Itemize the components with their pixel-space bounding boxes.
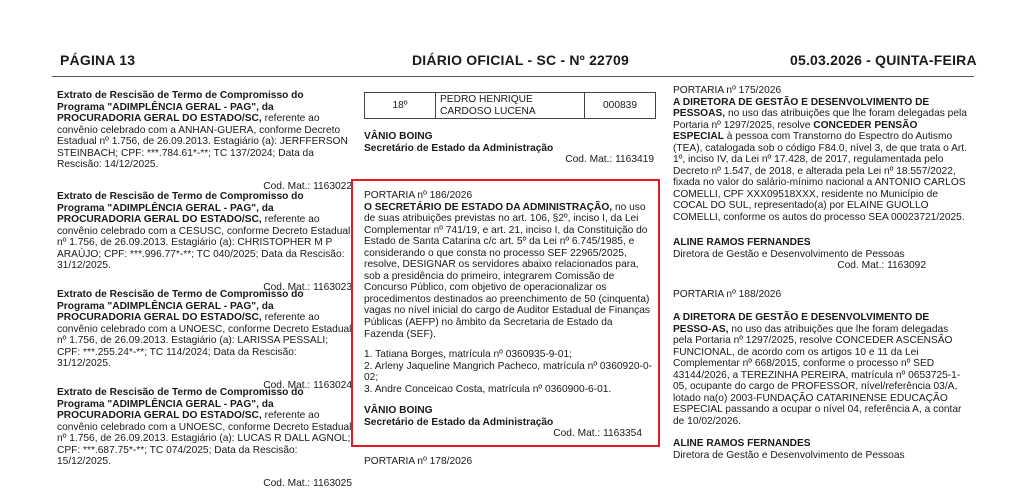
cod-mat: Cod. Mat.: 1163354 [364, 428, 654, 440]
journal-title: DIÁRIO OFICIAL - SC - Nº 22709 [412, 52, 629, 68]
extract-4 [57, 387, 352, 489]
extract-title: Extrato de Rescisão de Termo de Compromisso do Programa "ADIMPLÊNCIA GERAL - PAG", da PROCURADORIA GERAL DO ESTADO/SC, [57, 191, 304, 225]
signatory-name: ALINE RAMOS FERNANDES [673, 438, 811, 449]
portaria-186 [364, 190, 654, 440]
cod-mat: Cod. Mat.: 1163419 [364, 154, 660, 166]
table-cell-name: PEDRO HENRIQUE CARDOSO LUCENA [436, 93, 585, 119]
extract-title: Extrato de Rescisão de Termo de Compromisso do Programa "ADIMPLÊNCIA GERAL - PAG", da PROCURADORIA GERAL DO ESTADO/SC, [57, 289, 304, 323]
signatory-name: VÂNIO BOING [364, 405, 433, 416]
portaria-body: no uso das atribuições que lhe foram delegadas pela Portaria nº 1297/2025, resolve [673, 108, 967, 131]
portaria-title: PORTARIA nº 186/2026 [364, 190, 654, 202]
list-item: 1. Tatiana Borges, matrícula nº 0360935-9-01; [364, 349, 654, 361]
portaria-authority: A DIRETORA DE GESTÃO E DESENVOLVIMENTO DE PESSO-AS, [673, 312, 929, 335]
page-number: PÁGINA 13 [60, 52, 135, 68]
signatory-role: Secretário de Estado da Administração [364, 143, 553, 154]
cod-mat: Cod. Mat.: 1163024 [57, 380, 352, 392]
column-middle [364, 92, 660, 166]
signatory-name: VÂNIO BOING [364, 131, 433, 142]
portaria-title: PORTARIA nº 175/2026 [673, 85, 968, 97]
signatory-role: Diretora de Gestão e Desenvolvimento de Pessoas [673, 450, 968, 462]
portaria-body: no uso de suas atribuições previstas no art. 106, §2º, inciso I, da Lei Complementar nº 741/19, e art. 21, inciso I, da Constituição do Estado de Santa Catarina c/c art. 5º da Lei nº 6.745/1985, e considerando o que consta no processo SEF 22965/2025, resolve, DESIGNAR os servidores abaixo relacionados para, sob a presidência do primeiro, integrarem Comissão de Concurso Público, com objetivo de operacionalizar os procedimentos destinados ao preenchimento de 50 (cinquenta) vagas no nível inicial do cargo de Auditor Estadual de Finanças Públicas (AEFP) no âmbito da Secretaria de Estado da Fazenda (SEF). [364, 202, 650, 340]
page-header [0, 0, 1024, 78]
signatory-role: Secretário de Estado da Administração [364, 417, 553, 428]
signatory-name: ALINE RAMOS FERNANDES [673, 237, 811, 248]
results-table [364, 92, 656, 119]
extract-body: referente ao convênio celebrado com a UNOESC, conforme Decreto Estadual nº 1.756, de 26.09.2013. Estagiário (a): LUCAS R DALL AGNOL; CPF: ***.687.75*-**; TC 074/2025; Data da Rescisão: 15/12/2025. [57, 410, 351, 467]
portaria-title: PORTARIA nº 188/2026 [673, 289, 968, 301]
extract-body: referente ao convênio celebrado com a UNOESC, conforme Decreto Estadual nº 1.756, de 26.09.2013. Estagiário (a): LARISSA PESSALI; CPF: ***.255.24*-**; TC 114/2024; Data da Rescisão: 31/12/2025. [57, 312, 351, 369]
extract-body: referente ao convênio celebrado com a ANHAN-GUERA, conforme Decreto Estadual nº 1.756, de 26.09.2013. Estagiário (a): JERFFERSON STEINBACH; CPF: ***.784.61*-**; TC 137/2024; Data da Rescisão: 14/12/2025. [57, 113, 348, 170]
signatory-role: Diretora de Gestão e Desenvolvimento de Pessoas [673, 249, 968, 261]
cod-mat: Cod. Mat.: 1163092 [673, 260, 968, 272]
extract-title: Extrato de Rescisão de Termo de Compromisso do Programa "ADIMPLÊNCIA GERAL - PAG", da PROCURADORIA GERAL DO ESTADO/SC, [57, 90, 304, 124]
portaria-body: à pessoa com Transtorno do Espectro do Autismo (TEA), catalogada sob o código F84.0, nível 3, de que trata o Art. 1º, inciso IV, da Lei nº 17.428, de 2017, regulamentada pelo Decreto nº 1.547, de 2018, e alterada pela Lei nº 18.557/2022, fixada no valor do salário-mínimo nacional a ANTONIO CARLOS COMELLI, CPF XXX09518XXX, residente no Município de COCAL DO SUL, representado(a) por ELAINE GUOLLO COMELLI, conforme os autos do processo SEA 00023721/2025. [673, 131, 967, 223]
cod-mat: Cod. Mat.: 1163023 [57, 282, 352, 294]
cod-mat: Cod. Mat.: 1163022 [57, 181, 352, 193]
table-cell-position: 18º [365, 93, 436, 119]
portaria-178 [364, 456, 654, 468]
table-cell-code: 000839 [585, 93, 656, 119]
portaria-action: CONCEDER PENSÃO ESPECIAL [673, 120, 917, 143]
extract-1 [57, 90, 352, 192]
header-divider [52, 76, 974, 77]
list-item: 3. Andre Conceicao Costa, matrícula nº 0360900-6-01. [364, 384, 654, 396]
portaria-body: no uso das atribuições que lhe foram delegadas pela Portaria nº 1297/2025, resolve CONCEDER ASCENSÃO FUNCIONAL, de acordo com os artigos 10 e 11 da Lei Complementar nº 668/2015, conforme o processo nº SED 43144/2026, a TEREZINHA PEREIRA, matrícula nº 0653725-1-05, ocupante do cargo de PROFESSOR, nível/referência 03/A, lotado na(o) 2003-FUNDAÇÃO CATARINENSE EDUCAÇÃO ESPECIAL passando a ocupar o nível 04, referência A, a contar de 10/02/2026. [673, 324, 961, 427]
list-item: 2. Arleny Jaqueline Mangrich Pacheco, matrícula nº 0360920-0-02; [364, 361, 654, 384]
extract-title: Extrato de Rescisão de Termo de Compromisso do Programa "ADIMPLÊNCIA GERAL - PAG", da PROCURADORIA GERAL DO ESTADO/SC, [57, 387, 304, 421]
issue-date: 05.03.2026 - QUINTA-FEIRA [790, 52, 977, 68]
cod-mat: Cod. Mat.: 1163025 [57, 478, 352, 489]
portaria-authority: A DIRETORA DE GESTÃO E DESENVOLVIMENTO DE PESSOAS, [673, 97, 929, 120]
portaria-title: PORTARIA nº 178/2026 [364, 456, 654, 468]
column-right [673, 85, 968, 461]
extract-3 [57, 289, 352, 391]
table-row [365, 93, 656, 119]
extract-2 [57, 191, 352, 293]
extract-body: referente ao convênio celebrado com a CESUSC, conforme Decreto Estadual nº 1.756, de 26.09.2013. Estagiário (a): CHRISTOPHER M P ARAÚJO; CPF: ***.996.77*-**; TC 040/2025; Data da Rescisão: 31/12/2025. [57, 214, 350, 271]
portaria-authority: O SECRETÁRIO DE ESTADO DA ADMINISTRAÇÃO, [364, 202, 612, 213]
